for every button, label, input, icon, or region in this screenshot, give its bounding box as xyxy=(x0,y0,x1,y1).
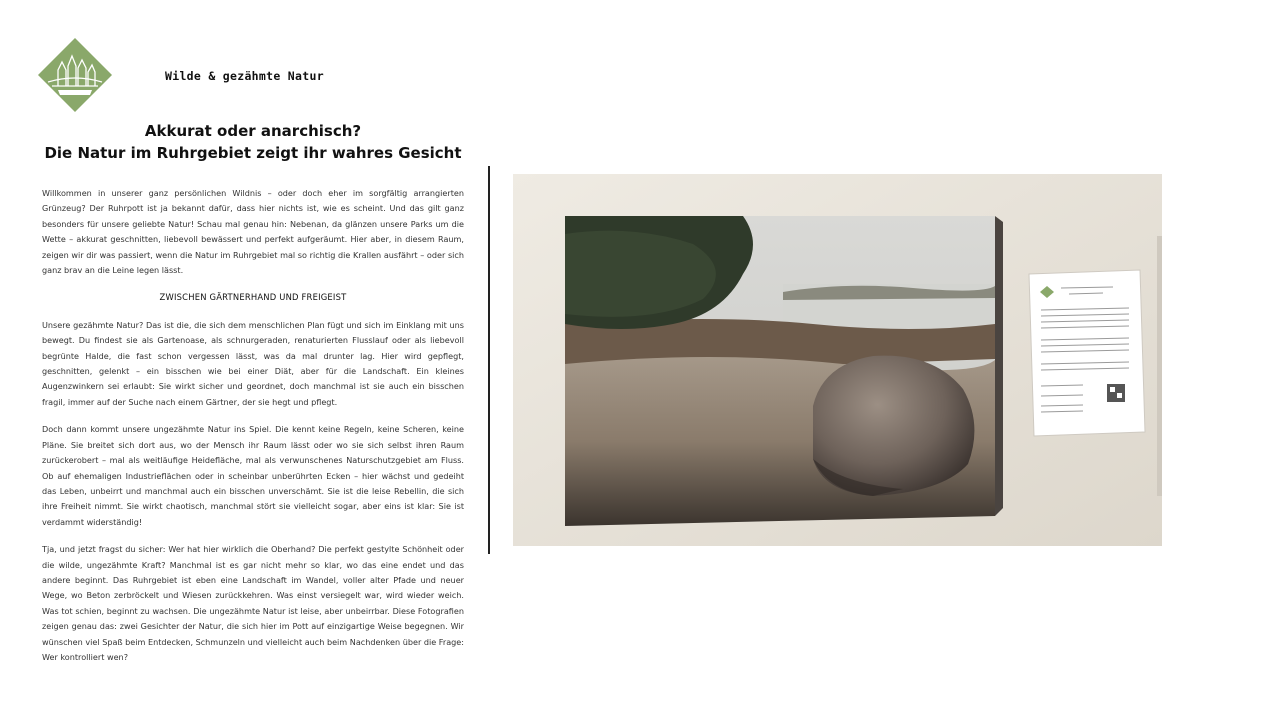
article-body xyxy=(42,186,464,677)
paragraph-conclusion: Tja, und jetzt fragst du sicher: Wer hat hier wirklich die Oberhand? Die perfekt gestylte Schönheit oder die wilde, ungezähmte Kraft? Manchmal ist es gar nicht mehr so klar, wo das eine endet und das andere beginnt. Das Ruhrgebiet ist eben eine Landschaft im Wandel, voller alter Pfade und neuer Wege, wo Beton zerbröckelt und Wiesen zurückkehren. Was einst versiegelt war, wird wieder weich. Was tot schien, beginnt zu wachsen. Die ungezähmte Natur ist leise, aber unbeirrbar. Diese Fotografien zeigen genau das: zwei Gesichter der Natur, die sich hier im Pott auf einzigartige Weise begegnen. Wir wünschen viel Spaß beim Entdecken, Schmunzeln und vielleicht auch beim Nachdenken über die Frage: Wer kontrolliert wen? xyxy=(42,544,464,662)
vertical-divider xyxy=(488,166,490,554)
section-heading: ZWISCHEN GÄRTNERHAND UND FREIGEIST xyxy=(159,292,347,303)
exhibition-photo xyxy=(513,174,1162,546)
paragraph-tamed-nature: Unsere gezähmte Natur? Das ist die, die sich dem menschlichen Plan fügt und sich im Einklang mit uns bewegt. Du findest sie als Gartenoase, als schnurgeraden, renaturierten Flusslauf oder als liebevoll begrünte Halde, die fast schon vergessen lässt, was da mal drunter lag. Hier wird gepflegt, geschnitten, gelenkt – ein bisschen wie bei einer Diät, aber für die Landschaft. Ein kleines Augenzwinkern sei erlaubt: Sie wirkt sicher und geordnet, doch manchmal ist sie auch ein bisschen fragil, immer auf der Suche nach einem Gärtner, der sie hegt und pflegt. xyxy=(42,319,464,407)
headline-line-2: Die Natur im Ruhrgebiet zeigt ihr wahres Gesicht xyxy=(44,144,462,162)
brand-title: Wilde & gezähmte Natur xyxy=(165,69,324,83)
headline xyxy=(42,120,464,164)
intro-paragraph: Willkommen in unserer ganz persönlichen Wildnis – oder doch eher im sorgfältig arrangierten Grünzeug? Der Ruhrpott ist ja bekannt dafür, dass hier nichts ist, wie es scheint. Und das gilt ganz besonders für unsere geliebte Natur! Schau mal genau hin: Nebenan, da glänzen unsere Parks um die Wette – akkurat geschnitten, liebevoll bewässert und perfekt aufgeräumt. Hier aber, in diesem Raum, zeigen wir dir was passiert, wenn die Natur im Ruhrgebiet mal so richtig die Krallen ausfährt – oder sich ganz brav an die Leine legen lässt. xyxy=(42,188,464,276)
headline-line-1: Akkurat oder anarchisch? xyxy=(144,122,362,140)
logo-emblem xyxy=(38,38,112,112)
paragraph-wild-nature: Doch dann kommt unsere ungezähmte Natur ins Spiel. Die kennt keine Regeln, keine Scheren, keine Pläne. Sie breitet sich dort aus, wo der Mensch ihr Raum lässt oder wo sie sich selbst ihren Raum zurückerobert – mal als weitläufige Heidefläche, mal als verwunschenes Naturschutzgebiet am Fluss. Ob auf ehemaligen Industrieflächen oder in scheinbar unberührten Ecken – hier wächst und gedeiht das Leben, unbeirrt und manchmal auch ein bisschen unverschämt. Sie ist die leise Rebellin, die sich ihre Freiheit nimmt. Sie wirkt chaotisch, manchmal stört sie vielleicht sogar, aber eins ist klar: Sie ist verdammt widerständig! xyxy=(42,424,464,527)
